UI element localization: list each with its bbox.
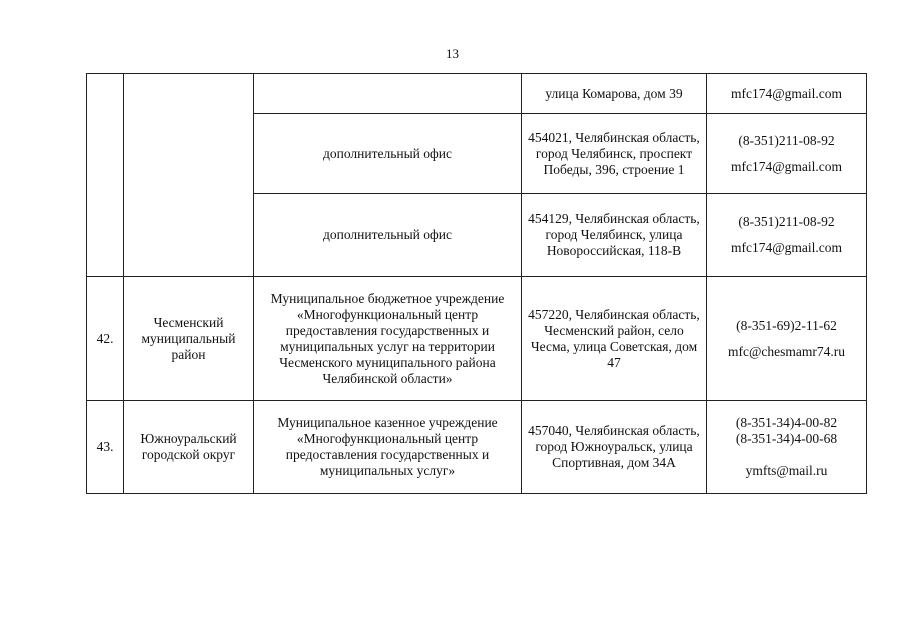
institution-name-cell: дополнительный офис	[254, 194, 522, 277]
email-text: mfc@chesmamr74.ru	[727, 343, 846, 359]
institution-name-cell	[254, 74, 522, 114]
email-text: mfc174@gmail.com	[730, 240, 843, 255]
address-cell: 457040, Челябинская область, город Южноуральск, улица Спортивная, дом 34А	[522, 401, 707, 494]
contacts-cell	[707, 114, 867, 194]
phone-text: (8-351-69)2-11-62	[736, 317, 837, 333]
institution-name-cell: Муниципальное бюджетное учреждение «Многофункциональный центр предоставления государственных и муниципальных услуг на территории Чесменского муниципального района Челябинской области»	[254, 277, 522, 401]
table-row	[87, 74, 867, 114]
institution-name-cell: Муниципальное казенное учреждение «Многофункциональный центр предоставления государственных и муниципальных услуг»	[254, 401, 522, 494]
row-number-cell: 42.	[87, 277, 124, 401]
district-cell	[124, 74, 254, 277]
row-number-cell	[87, 74, 124, 277]
mfc-registry-table	[86, 73, 867, 494]
email-text: mfc174@gmail.com	[730, 158, 843, 174]
row-number-cell: 43.	[87, 401, 124, 494]
district-cell: Чесменский муниципальный район	[124, 277, 254, 401]
email-text: ymfts@mail.ru	[745, 463, 828, 478]
phone-text: (8-351)211-08-92	[738, 132, 835, 148]
contacts-cell	[707, 277, 867, 401]
address-cell: 457220, Челябинская область, Чесменский район, село Чесма, улица Советская, дом 47	[522, 277, 707, 401]
contacts-cell	[707, 194, 867, 277]
page-number: 13	[446, 46, 459, 61]
phone-text: (8-351-34)4-00-68	[735, 431, 838, 446]
institution-name-cell: дополнительный офис	[254, 114, 522, 194]
table-row	[87, 277, 867, 401]
contacts-cell	[707, 74, 867, 114]
table-row	[87, 401, 867, 494]
phone-text: (8-351)211-08-92	[738, 214, 835, 229]
address-cell: 454021, Челябинская область, город Челябинск, проспект Победы, 396, строение 1	[522, 114, 707, 194]
address-cell: улица Комарова, дом 39	[522, 74, 707, 114]
contacts-cell	[707, 401, 867, 494]
phone-text: (8-351-34)4-00-82	[735, 415, 838, 430]
address-cell: 454129, Челябинская область, город Челябинск, улица Новороссийская, 118-В	[522, 194, 707, 277]
district-cell: Южноуральский городской округ	[124, 401, 254, 494]
email-text: mfc174@gmail.com	[730, 85, 843, 101]
